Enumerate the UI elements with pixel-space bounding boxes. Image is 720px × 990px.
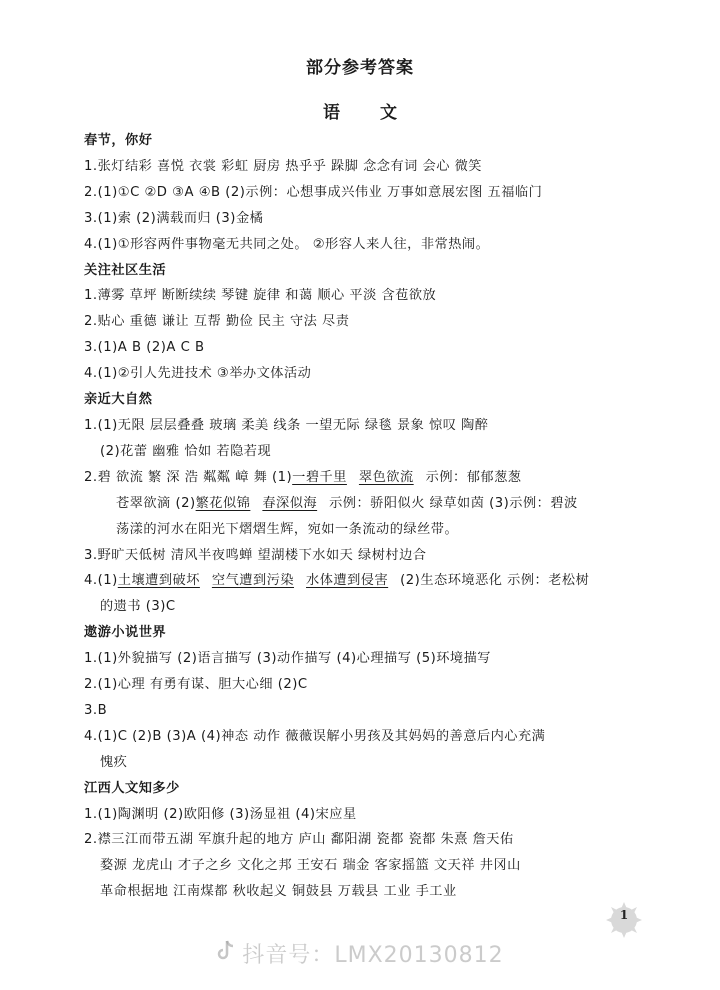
answer-content (84, 128, 664, 905)
answer-line: 3.(1)索 (2)满载而归 (3)金橘 (84, 210, 264, 226)
answer-text: 苍翠欲滴 (2) (116, 495, 196, 511)
answer-line: 3.野旷天低树 清风半夜鸣蝉 望湖楼下水如天 绿树村边合 (84, 547, 427, 563)
answer-line: 革命根据地 江南煤都 秋收起义 铜鼓县 万载县 工业 手工业 (100, 884, 457, 900)
answer-line: 2.贴心 重德 谦让 互帮 勤俭 民主 守法 尽责 (84, 314, 350, 330)
underlined-answer: 翠色欲流 (358, 469, 414, 485)
answer-line: 荡漾的河水在阳光下熠熠生辉，宛如一条流动的绿丝带。 (116, 521, 459, 537)
answer-text: 4.(1) (84, 573, 118, 589)
section-heading: 亲近大自然 (84, 392, 153, 408)
answer-line: 4.(1)②引人先进技术 ③举办文体活动 (84, 366, 312, 382)
answer-line: 愧疚 (100, 754, 128, 770)
tiktok-logo-icon (216, 940, 236, 968)
answer-line: 2.襟三江而带五湖 军旗升起的地方 庐山 鄱阳湖 瓷都 瓷都 朱熹 詹天佑 (84, 832, 514, 848)
answer-line: (2)花蕾 幽雅 恰如 若隐若现 (100, 443, 272, 459)
section-heading: 关注社区生活 (84, 262, 167, 278)
answer-line: 的遗书 (3)C (100, 599, 176, 615)
answer-line: 1.(1)陶渊明 (2)欧阳修 (3)汤显祖 (4)宋应星 (84, 806, 357, 822)
section-heading: 遨游小说世界 (84, 625, 167, 641)
answer-line: 4.(1)C (2)B (3)A (4)神态 动作 薇薇误解小男孩及其妈妈的善意后内心充满 (84, 728, 546, 744)
answer-line: 1.(1)外貌描写 (2)语言描写 (3)动作描写 (4)心理描写 (5)环境描写 (84, 651, 491, 667)
page-number: 1 (619, 908, 629, 922)
answer-line: 3.B (84, 702, 108, 718)
underlined-answer: 水体遭到侵害 (306, 573, 389, 589)
answer-text: (2)生态环境恶化 示例：老松树 (400, 573, 590, 589)
answer-line: 1.张灯结彩 喜悦 衣裳 彩虹 厨房 热乎乎 跺脚 念念有词 会心 微笑 (84, 158, 482, 174)
section-heading: 江西人文知多少 (84, 780, 180, 796)
answer-line: 1.薄雾 草坪 断断续续 琴键 旋律 和蔼 顺心 平淡 含苞欲放 (84, 288, 437, 304)
underlined-answer: 春深似海 (262, 495, 318, 511)
underlined-answer: 空气遭到污染 (211, 573, 295, 589)
answer-line (84, 465, 664, 491)
answer-line: 2.(1)心理 有勇有谋、胆大心细 (2)C (84, 677, 308, 693)
underlined-answer: 一碧千里 (292, 469, 347, 485)
answer-line: 3.(1)A B (2)A C B (84, 340, 205, 356)
answer-line: 2.(1)①C ②D ③A ④B (2)示例：心想事成兴伟业 万事如意展宏图 五福临门 (84, 184, 543, 200)
answer-text: 示例：郁郁葱葱 (425, 469, 522, 485)
answer-text: 2.碧 欲流 繁 深 浩 粼粼 嶂 舞 (1) (84, 469, 293, 485)
page-title: 部分参考答案 (306, 58, 414, 78)
underlined-answer: 土壤遭到破坏 (117, 573, 200, 589)
watermark-text: 抖音号：LMX20130812 (242, 943, 504, 968)
subject-heading: 语文 (323, 103, 437, 123)
answer-line: 婺源 龙虎山 才子之乡 文化之邦 王安石 瑞金 客家摇篮 文天祥 井冈山 (100, 858, 521, 874)
answer-text: 示例：骄阳似火 绿草如茵 (3)示例：碧波 (329, 495, 578, 511)
answer-line (84, 491, 664, 517)
answer-line (84, 568, 664, 594)
watermark (0, 938, 720, 969)
underlined-answer: 繁花似锦 (195, 495, 251, 511)
answer-line: 4.(1)①形容两件事物毫无共同之处。 ②形容人来人往，非常热闹。 (84, 236, 490, 252)
answer-line: 1.(1)无限 层层叠叠 玻璃 柔美 线条 一望无际 绿毯 景象 惊叹 陶醉 (84, 417, 489, 433)
section-heading: 春节，你好 (84, 133, 153, 148)
